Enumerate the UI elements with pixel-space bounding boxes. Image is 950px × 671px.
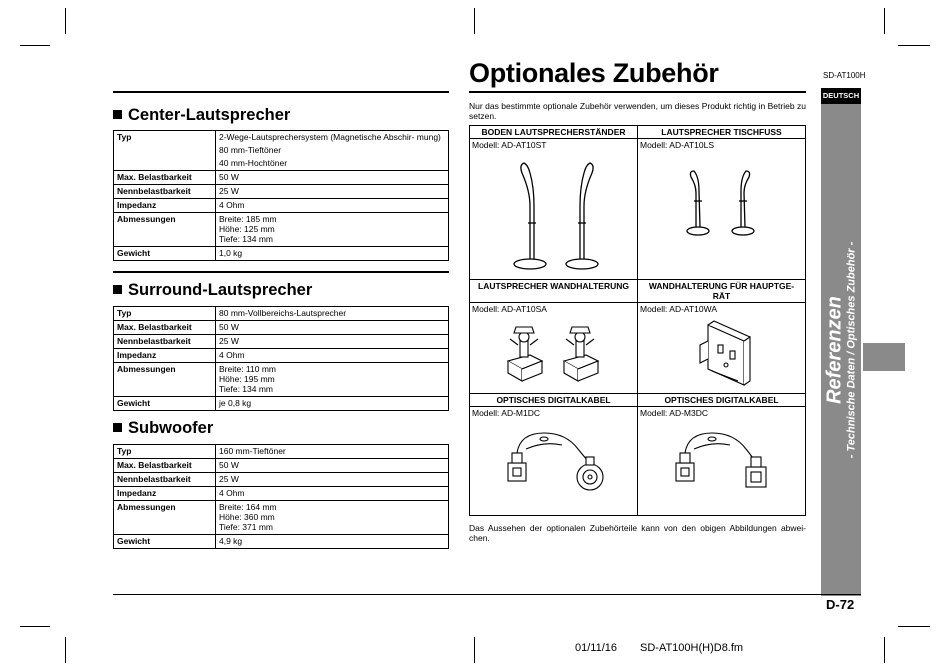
footer-file: SD-AT100H(H)D8.fm — [640, 642, 744, 654]
section-marker-tab — [863, 343, 905, 371]
crop-mark — [898, 626, 930, 627]
crop-mark — [474, 637, 475, 663]
accessory-header: WANDHALTERUNG FÜR HAUPTGE- RÄT — [638, 280, 806, 303]
page-title: Optionales Zubehör — [469, 58, 719, 88]
subwoofer-spec-table — [113, 444, 449, 549]
table-row: Gewicht je 0,8 kg — [114, 397, 449, 411]
table-row: Nennbelastbarkeit 25 W — [114, 335, 449, 349]
accessory-model: Modell: AD-AT10LS — [640, 140, 715, 150]
crop-mark — [20, 45, 50, 46]
center-spec-table — [113, 130, 449, 261]
section-rule — [469, 91, 806, 93]
footer-date: 01/11/16 — [575, 642, 618, 654]
table-row: Abmessungen Breite: 110 mm Höhe: 195 mm Tiefe: 134 mm — [114, 363, 449, 397]
accessories-intro: Nur das bestimmte optionale Zubehör verwenden, um dieses Produkt richtig in Betrieb zu setzen. — [469, 101, 806, 121]
table-row: Impedanz 4 Ohm — [114, 199, 449, 213]
table-row: Nennbelastbarkeit 25 W — [114, 185, 449, 199]
table-row: Nennbelastbarkeit 25 W — [114, 473, 449, 487]
surround-heading: Surround-Lautsprecher — [113, 281, 312, 300]
crop-mark — [65, 8, 66, 34]
accessory-model: Modell: AD-AT10WA — [640, 304, 717, 314]
accessory-header: OPTISCHES DIGITALKABEL — [638, 394, 806, 407]
table-stand-image — [638, 151, 804, 276]
table-row: Max. Belastbarkeit 50 W — [114, 171, 449, 185]
table-row: Typ 160 mm-Tieftöner — [114, 445, 449, 459]
crop-mark — [474, 8, 475, 34]
accessory-header: BODEN LAUTSPRECHERSTÄNDER — [470, 126, 638, 139]
crop-mark — [884, 637, 885, 663]
optical-cable-mini-image — [470, 419, 636, 513]
table-row: Abmessungen Breite: 164 mm Höhe: 360 mm Tiefe: 371 mm — [114, 501, 449, 535]
table-row: Max. Belastbarkeit 50 W — [114, 321, 449, 335]
crop-mark — [884, 8, 885, 34]
main-wall-bracket-image — [638, 315, 804, 391]
crop-mark — [898, 45, 930, 46]
accessory-model: Modell: AD-AT10SA — [472, 304, 547, 314]
section-rule — [113, 271, 449, 273]
model-code: SD-AT100H — [823, 71, 866, 80]
wall-bracket-image — [470, 315, 636, 391]
table-row: Abmessungen Breite: 185 mm Höhe: 125 mm Tiefe: 134 mm — [114, 213, 449, 247]
table-row: Typ 80 mm-Vollbereichs-Lautsprecher — [114, 307, 449, 321]
accessory-model: Modell: AD-AT10ST — [472, 140, 547, 150]
floor-stand-image — [470, 151, 636, 276]
crop-mark — [65, 637, 66, 663]
table-row: Gewicht 1,0 kg — [114, 247, 449, 261]
surround-spec-table — [113, 306, 449, 411]
footer-rule — [113, 594, 861, 595]
center-heading: Center-Lautsprecher — [113, 106, 290, 125]
accessory-model: Modell: AD-M3DC — [640, 408, 709, 418]
crop-mark — [20, 626, 50, 627]
table-row: Gewicht 4,9 kg — [114, 535, 449, 549]
accessory-header: OPTISCHES DIGITALKABEL — [470, 394, 638, 407]
accessory-header: LAUTSPRECHER TISCHFUSS — [638, 126, 806, 139]
accessories-note: Das Aussehen der optionalen Zubehörteile kann von den obigen Abbildungen abwei- chen. — [469, 523, 806, 543]
optical-cable-image — [638, 419, 804, 513]
accessory-model: Modell: AD-M1DC — [472, 408, 541, 418]
section-vertical-label — [824, 242, 859, 459]
page-number: D-72 — [826, 597, 855, 612]
accessory-header: LAUTSPRECHER WANDHALTERUNG — [470, 280, 638, 303]
table-row: Impedanz 4 Ohm — [114, 349, 449, 363]
section-title: Referenzen — [823, 296, 846, 404]
table-row: Impedanz 4 Ohm — [114, 487, 449, 501]
accessories-table — [469, 125, 806, 516]
language-label: DEUTSCH — [821, 88, 861, 104]
table-row: Typ 2-Wege-Lautsprechersystem (Magnetische Abschir- mung) 80 mm-Tieftöner 40 mm-Hochtöner — [114, 131, 449, 171]
table-row: Max. Belastbarkeit 50 W — [114, 459, 449, 473]
subwoofer-heading: Subwoofer — [113, 419, 213, 438]
section-rule — [113, 91, 449, 93]
section-subtitle: - Technische Daten / Optisches Zubehör - — [845, 241, 858, 459]
